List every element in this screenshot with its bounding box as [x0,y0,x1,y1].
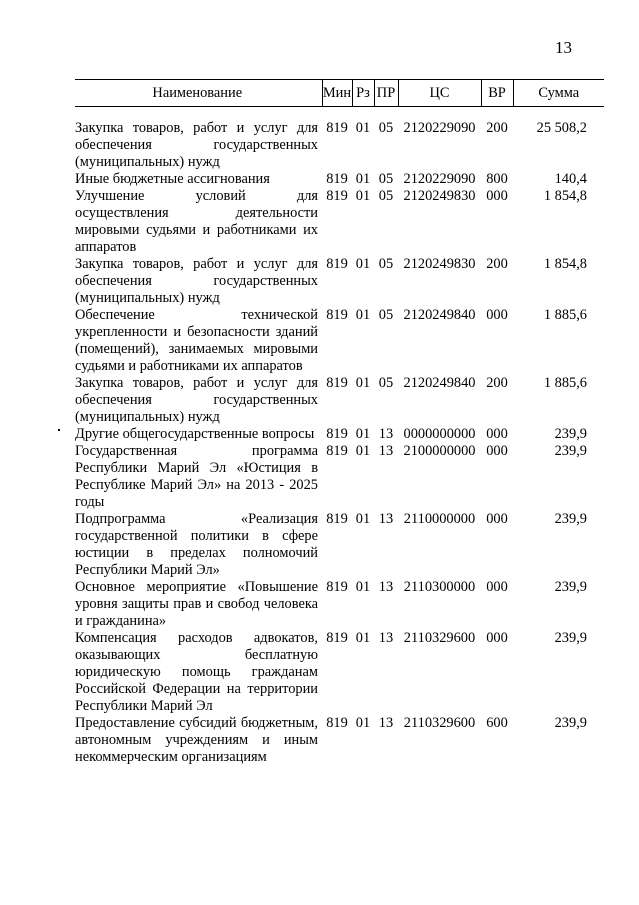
table-row [75,188,604,256]
row-rz: 01 [355,120,371,136]
row-name: Улучшение условий для осуществления деятельности мировыми судьями и работниками их аппаратов [75,188,318,255]
row-pr: 05 [378,171,394,187]
row-cs: 2120249830 [403,256,476,272]
row-cs: 2100000000 [403,443,476,459]
table-row [75,120,604,171]
row-pr: 05 [378,375,394,391]
page-number: 13 [555,38,572,57]
table-row [75,375,604,426]
row-rz: 01 [355,579,371,595]
row-pr: 13 [378,426,394,442]
row-sum: 239,9 [554,511,587,527]
row-sum: 1 885,6 [543,375,587,391]
row-name: Закупка товаров, работ и услуг для обеспечения государственных (муниципальных) нужд [75,120,318,170]
row-min: 819 [326,443,348,459]
row-vr: 000 [486,188,508,204]
row-vr: 200 [486,375,508,391]
budget-table [75,79,604,766]
row-rz: 01 [355,443,371,459]
table-row [75,443,604,511]
row-cs: 2110329600 [403,715,476,731]
row-name: Иные бюджетные ассигнования [75,171,270,187]
row-min: 819 [326,256,348,272]
header-vr: ВР [481,80,513,107]
row-name: Основное мероприятие «Повышение уровня защиты прав и свобод человека и гражданина» [75,579,318,629]
table-row [75,307,604,375]
header-name: Наименование [75,80,322,107]
row-cs: 2110000000 [403,511,476,527]
row-pr: 13 [378,630,394,646]
row-pr: 05 [378,120,394,136]
table-header [75,80,604,107]
table-row [75,579,604,630]
row-vr: 000 [486,630,508,646]
table-row [75,715,604,766]
header-cs: ЦС [398,80,481,107]
row-pr: 13 [378,511,394,527]
row-rz: 01 [355,307,371,323]
row-sum: 25 508,2 [536,120,587,136]
row-pr: 05 [378,188,394,204]
row-vr: 600 [486,715,508,731]
row-vr: 200 [486,256,508,272]
row-cs: 2120229090 [403,171,476,187]
row-rz: 01 [355,171,371,187]
row-vr: 200 [486,120,508,136]
row-vr: 000 [486,426,508,442]
row-min: 819 [326,715,348,731]
header-sum: Сумма [513,80,604,107]
row-sum: 239,9 [554,443,587,459]
row-sum: 239,9 [554,630,587,646]
row-pr: 13 [378,579,394,595]
header-spacer [75,107,604,121]
row-cs: 2110329600 [403,630,476,646]
row-cs: 2120229090 [403,120,476,136]
table-row [75,171,604,188]
row-rz: 01 [355,715,371,731]
row-min: 819 [326,188,348,204]
row-rz: 01 [355,511,371,527]
row-sum: 239,9 [554,715,587,731]
row-cs: 2120249830 [403,188,476,204]
row-cs: 2120249840 [403,307,476,323]
row-name: Закупка товаров, работ и услуг для обеспечения государственных (муниципальных) нужд [75,256,318,306]
row-min: 819 [326,426,348,442]
row-rz: 01 [355,630,371,646]
table-row [75,256,604,307]
row-min: 819 [326,307,348,323]
row-name: Государственная программа Республики Марий Эл «Юстиция в Республике Марий Эл» на 2013 - 2025 годы [75,443,318,510]
row-vr: 000 [486,307,508,323]
stray-mark [58,429,60,431]
row-pr: 13 [378,715,394,731]
header-min: Мин [322,80,352,107]
row-name: Обеспечение технической укрепленности и безопасности зданий (помещений), занимаемых мировыми судьями и работниками их аппаратов [75,307,318,374]
table-row [75,630,604,715]
row-rz: 01 [355,426,371,442]
row-name: Подпрограмма «Реализация государственной политики в сфере юстиции в пределах полномочий Республики Марий Эл» [75,511,318,578]
row-min: 819 [326,375,348,391]
row-name: Закупка товаров, работ и услуг для обеспечения государственных (муниципальных) нужд [75,375,318,425]
row-pr: 05 [378,256,394,272]
row-pr: 13 [378,443,394,459]
row-rz: 01 [355,188,371,204]
header-pr: ПР [374,80,398,107]
row-name: Другие общегосударственные вопросы [75,426,315,442]
row-sum: 239,9 [554,426,587,442]
row-rz: 01 [355,375,371,391]
row-name: Предоставление субсидий бюджетным, автономным учреждениям и иным некоммерческим организациям [75,715,318,765]
row-sum: 1 854,8 [543,256,587,272]
row-pr: 05 [378,307,394,323]
row-name: Компенсация расходов адвокатов, оказывающих бесплатную юридическую помощь гражданам Российской Федерации на территории Республики Марий Эл [75,630,318,714]
row-vr: 000 [486,511,508,527]
row-min: 819 [326,120,348,136]
row-sum: 140,4 [554,171,587,187]
row-min: 819 [326,630,348,646]
row-rz: 01 [355,256,371,272]
row-vr: 000 [486,443,508,459]
row-vr: 800 [486,171,508,187]
row-cs: 0000000000 [403,426,476,442]
row-min: 819 [326,579,348,595]
header-rz: Рз [352,80,374,107]
row-cs: 2110300000 [403,579,476,595]
row-min: 819 [326,171,348,187]
table-row [75,426,604,443]
row-vr: 000 [486,579,508,595]
row-min: 819 [326,511,348,527]
row-sum: 239,9 [554,579,587,595]
row-sum: 1 885,6 [543,307,587,323]
row-sum: 1 854,8 [543,188,587,204]
table-row [75,511,604,579]
row-cs: 2120249840 [403,375,476,391]
